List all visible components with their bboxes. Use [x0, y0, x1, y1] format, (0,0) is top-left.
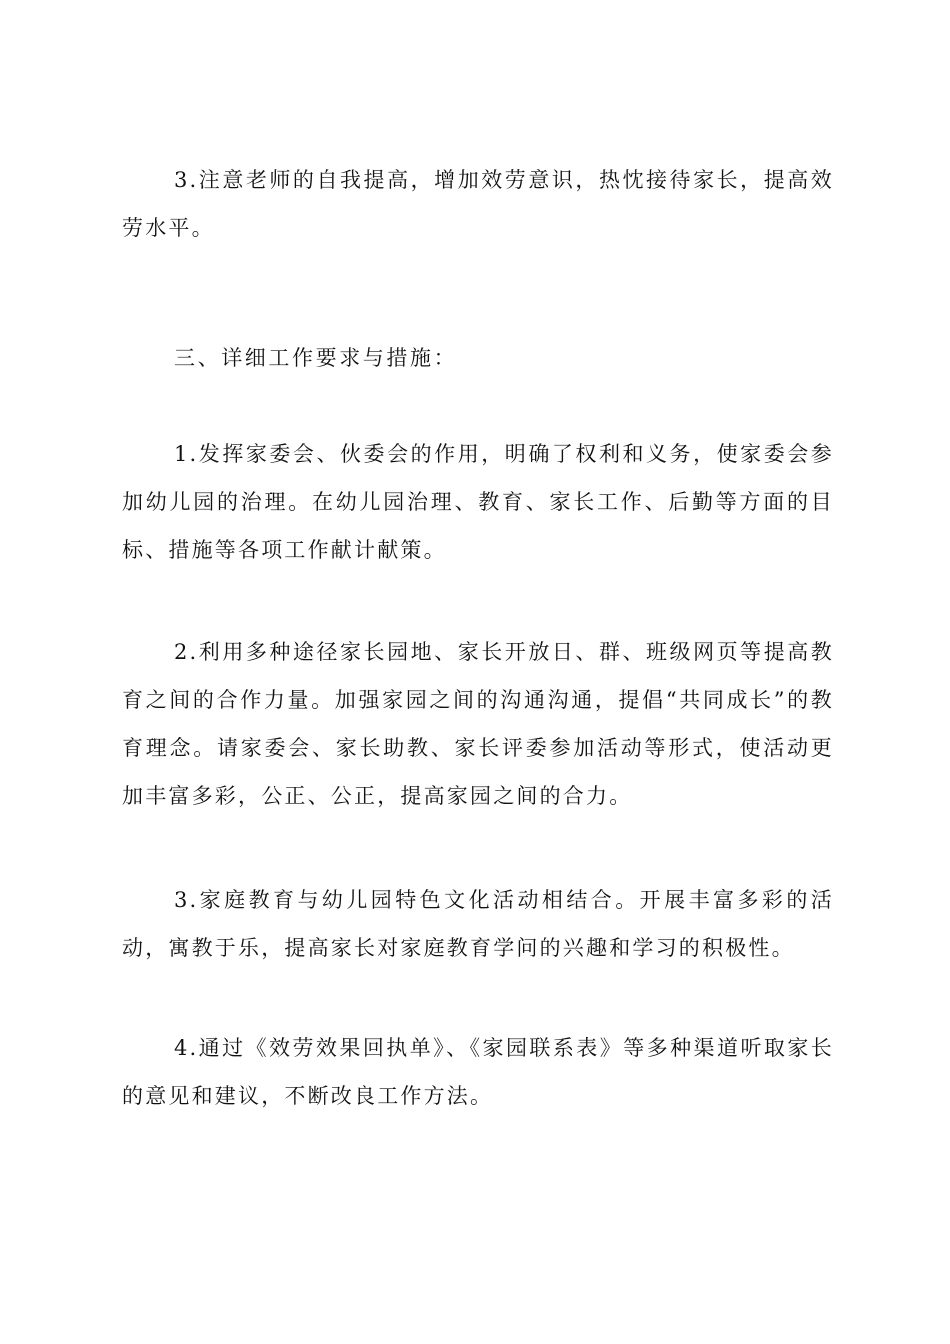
- paragraph-self-improvement: 3.注意老师的自我提高，增加效劳意识，热忱接待家长，提高效劳水平。: [122, 168, 834, 240]
- section-heading-requirements: 三、详细工作要求与措施：: [174, 346, 458, 370]
- paragraph-family-education: 3.家庭教育与幼儿园特色文化活动相结合。开展丰富多彩的活动，寓教于乐，提高家长对家庭教育学问的兴趣和学习的积极性。: [122, 888, 834, 960]
- paragraph-committee-role: 1.发挥家委会、伙委会的作用，明确了权利和义务，使家委会参加幼儿园的治理。在幼儿园治理、教育、家长工作、后勤等方面的目标、措施等各项工作献计献策。: [122, 442, 834, 562]
- paragraph-feedback-channels: 4.通过《效劳效果回执单》、《家园联系表》等多种渠道听取家长的意见和建议，不断改良工作方法。: [122, 1036, 834, 1108]
- paragraph-cooperation-channels: 2.利用多种途径家长园地、家长开放日、群、班级网页等提高教育之间的合作力量。加强家园之间的沟通沟通，提倡“共同成长”的教育理念。请家委会、家长助教、家长评委参加活动等形式，使活动更加丰富多彩，公正、公正，提高家园之间的合力。: [122, 640, 834, 808]
